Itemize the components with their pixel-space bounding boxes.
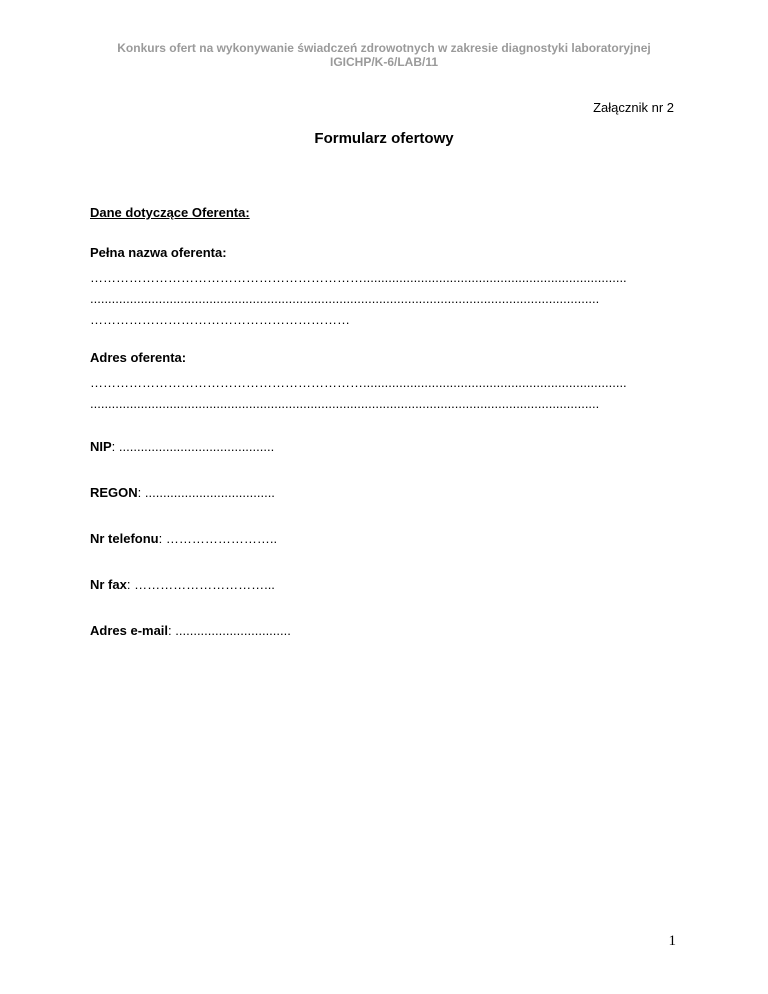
header-line-2: IGICHP/K-6/LAB/11 (329, 55, 439, 69)
phone-value[interactable]: : …………………….. (158, 531, 278, 546)
regon-field[interactable] (90, 485, 680, 501)
full-name-line-3[interactable]: …………………………………………………… (90, 312, 350, 327)
email-label: Adres e-mail (90, 623, 169, 638)
phone-field[interactable] (90, 531, 680, 547)
header-line-1: Konkurs ofert na wykonywanie świadczeń zdrowotnych w zakresie diagnostyki laboratoryjnej (117, 41, 651, 55)
nip-field[interactable] (90, 439, 680, 455)
address-line-2[interactable]: ............................................................................................................................................. (90, 396, 600, 411)
document-header (0, 41, 768, 69)
fax-field[interactable] (90, 577, 680, 593)
page-title: Formularz ofertowy (314, 130, 454, 147)
form-body (90, 205, 680, 639)
full-name-line-1[interactable]: ………………………………………………………......................................................................... (90, 270, 627, 285)
nip-label: NIP (90, 439, 112, 454)
address-label: Adres oferenta: (90, 350, 187, 365)
section-heading: Dane dotyczące Oferenta: (90, 205, 250, 220)
full-name-label: Pełna nazwa oferenta: (90, 245, 227, 260)
phone-label: Nr telefonu (90, 531, 159, 546)
email-value[interactable]: : ................................ (168, 623, 291, 638)
full-name-line-2[interactable]: ............................................................................................................................................. (90, 291, 600, 306)
regon-value[interactable]: : .................................... (137, 485, 275, 500)
fax-label: Nr fax (90, 577, 127, 592)
nip-value[interactable]: : ........................................... (111, 439, 275, 454)
address-line-1[interactable]: ………………………………………………………......................................................................... (90, 375, 627, 390)
annex-label: Załącznik nr 2 (593, 100, 674, 115)
fax-value[interactable]: : …………………………... (126, 577, 275, 592)
email-field[interactable] (90, 623, 680, 639)
regon-label: REGON (90, 485, 138, 500)
page-number: 1 (668, 933, 676, 949)
